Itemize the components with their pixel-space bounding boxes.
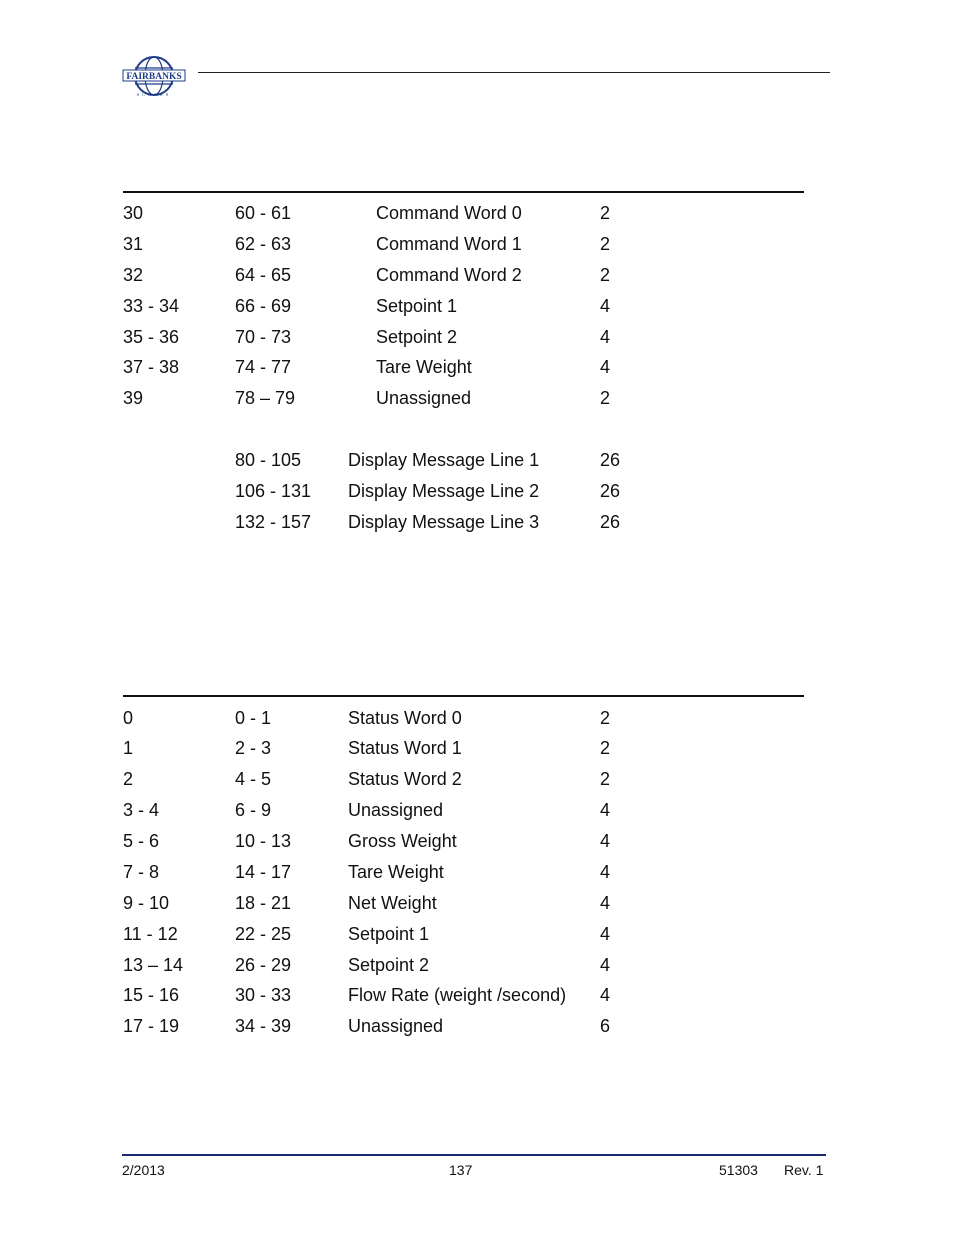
bytes-cell: 106 - 131 (235, 481, 312, 501)
bytes-cell: 64 - 65 (235, 265, 292, 285)
description-cell: Display Message Line 2 (348, 481, 540, 501)
bytes-cell: 60 - 61 (235, 203, 292, 223)
description-cell: Unassigned (348, 800, 444, 820)
word-cell: 30 (123, 203, 144, 223)
bytes-cell: 10 - 13 (235, 831, 292, 851)
word-cell: 35 - 36 (123, 327, 180, 347)
table-row (123, 448, 804, 472)
bytes-cell: 66 - 69 (235, 296, 292, 316)
word-cell: 32 (123, 265, 144, 285)
bytes-cell: 4 - 5 (235, 769, 272, 789)
description-cell: Status Word 1 (348, 738, 462, 758)
table-row (123, 860, 804, 884)
table-top-rule (123, 695, 804, 697)
description-cell: Net Weight (348, 893, 437, 913)
table-row (123, 355, 804, 379)
table-row (123, 1014, 804, 1038)
description-cell: Tare Weight (376, 357, 472, 377)
table-row (123, 510, 804, 534)
table-row (123, 767, 804, 791)
table-row (123, 922, 804, 946)
word-cell: 2 (123, 769, 134, 789)
table-row (123, 263, 804, 287)
size-cell: 2 (600, 738, 611, 758)
description-cell: Status Word 0 (348, 708, 462, 728)
size-cell: 2 (600, 708, 611, 728)
size-cell: 2 (600, 234, 611, 254)
logo-text: FAIRBANKS (126, 72, 182, 82)
table-row (123, 201, 804, 225)
description-cell: Setpoint 2 (348, 955, 430, 975)
word-cell: 3 - 4 (123, 800, 160, 820)
size-cell: 4 (600, 357, 611, 377)
bytes-cell: 80 - 105 (235, 450, 302, 470)
description-cell: Command Word 2 (376, 265, 522, 285)
footer-page-number: 137 (449, 1162, 473, 1178)
word-cell: 31 (123, 234, 144, 254)
word-cell: 37 - 38 (123, 357, 180, 377)
word-cell: 0 (123, 708, 134, 728)
table-row (123, 829, 804, 853)
word-cell: 17 - 19 (123, 1016, 180, 1036)
bytes-cell: 22 - 25 (235, 924, 292, 944)
word-cell: 5 - 6 (123, 831, 160, 851)
description-cell: Unassigned (348, 1016, 444, 1036)
bytes-cell: 62 - 63 (235, 234, 292, 254)
bytes-cell: 34 - 39 (235, 1016, 292, 1036)
size-cell: 4 (600, 924, 611, 944)
bytes-cell: 14 - 17 (235, 862, 292, 882)
bytes-cell: 74 - 77 (235, 357, 292, 377)
description-cell: Flow Rate (weight /second) (348, 985, 567, 1005)
table-row (123, 325, 804, 349)
size-cell: 4 (600, 985, 611, 1005)
table-row (123, 891, 804, 915)
size-cell: 2 (600, 769, 611, 789)
bytes-cell: 70 - 73 (235, 327, 292, 347)
footer-rule (122, 1154, 826, 1156)
word-cell: 39 (123, 388, 144, 408)
description-cell: Tare Weight (348, 862, 444, 882)
word-cell: 1 (123, 738, 134, 758)
description-cell: Unassigned (376, 388, 472, 408)
fairbanks-logo (122, 54, 186, 98)
logo-subtext: SCALES (136, 92, 172, 97)
size-cell: 2 (600, 203, 611, 223)
word-cell: 15 - 16 (123, 985, 180, 1005)
bytes-cell: 0 - 1 (235, 708, 272, 728)
bytes-cell: 78 – 79 (235, 388, 296, 408)
word-cell: 13 – 14 (123, 955, 184, 975)
size-cell: 4 (600, 893, 611, 913)
bytes-cell: 2 - 3 (235, 738, 272, 758)
size-cell: 6 (600, 1016, 611, 1036)
bytes-cell: 132 - 157 (235, 512, 312, 532)
bytes-cell: 30 - 33 (235, 985, 292, 1005)
size-cell: 4 (600, 862, 611, 882)
description-cell: Status Word 2 (348, 769, 462, 789)
table-row (123, 706, 804, 730)
description-cell: Setpoint 2 (376, 327, 458, 347)
table-row (123, 736, 804, 760)
description-cell: Display Message Line 3 (348, 512, 540, 532)
description-cell: Setpoint 1 (348, 924, 430, 944)
table-row (123, 953, 804, 977)
description-cell: Gross Weight (348, 831, 457, 851)
description-cell: Display Message Line 1 (348, 450, 540, 470)
footer-date: 2/2013 (122, 1162, 165, 1178)
footer-revision: Rev. 1 (784, 1162, 824, 1178)
bytes-cell: 26 - 29 (235, 955, 292, 975)
size-cell: 4 (600, 800, 611, 820)
footer-doc-number: 51303 (719, 1162, 758, 1178)
table-row (123, 479, 804, 503)
word-cell: 33 - 34 (123, 296, 180, 316)
word-cell: 11 - 12 (123, 924, 178, 944)
header-rule (198, 72, 830, 73)
table-row (123, 232, 804, 256)
size-cell: 4 (600, 831, 611, 851)
size-cell: 2 (600, 388, 611, 408)
description-cell: Command Word 1 (376, 234, 522, 254)
table-row (123, 798, 804, 822)
description-cell: Setpoint 1 (376, 296, 458, 316)
size-cell: 26 (600, 512, 621, 532)
bytes-cell: 18 - 21 (235, 893, 292, 913)
word-cell: 7 - 8 (123, 862, 160, 882)
table-row (123, 983, 804, 1007)
word-cell: 9 - 10 (123, 893, 170, 913)
size-cell: 26 (600, 450, 621, 470)
size-cell: 2 (600, 265, 611, 285)
size-cell: 26 (600, 481, 621, 501)
bytes-cell: 6 - 9 (235, 800, 272, 820)
table-row (123, 386, 804, 410)
table-top-rule (123, 191, 804, 193)
size-cell: 4 (600, 327, 611, 347)
size-cell: 4 (600, 955, 611, 975)
description-cell: Command Word 0 (376, 203, 522, 223)
size-cell: 4 (600, 296, 611, 316)
table-row (123, 294, 804, 318)
